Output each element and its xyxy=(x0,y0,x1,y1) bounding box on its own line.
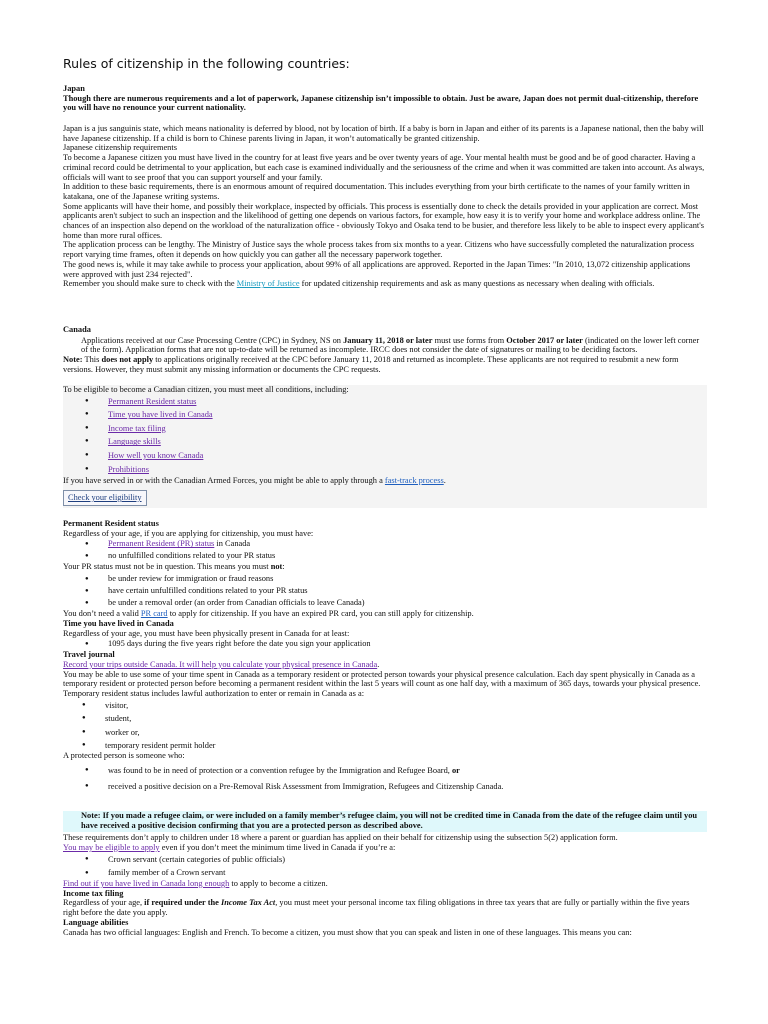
list-item: ● 1095 days during the five years right before the date you sign your application xyxy=(63,638,707,650)
text: not xyxy=(270,562,283,572)
text: : xyxy=(282,562,285,572)
temp-status-intro: Temporary resident status includes lawful authorization to enter or remain in Canada as a: xyxy=(63,689,365,699)
canada-note xyxy=(63,355,707,374)
text: You don’t need a valid xyxy=(63,609,141,619)
ministry-of-justice-link[interactable]: Ministry of Justice xyxy=(236,279,300,289)
text: Note: xyxy=(81,811,101,820)
armed-forces-text xyxy=(63,476,707,486)
text: Regardless of your age, xyxy=(63,898,145,908)
record-trips-link[interactable]: Record your trips outside Canada. It will help you calculate your physical presence in Canada xyxy=(63,659,378,669)
text: If you have served in or with the Canadian Armed Forces, you might be able to apply through a xyxy=(63,476,385,486)
pr-list xyxy=(63,538,707,562)
check-eligibility-button[interactable]: Check your eligibility xyxy=(63,490,147,506)
temp-resident-paragraph: You may be able to use some of your time spent in Canada as a temporary resident or protected person towards your physical presence calculation. Each day spent physically in Canada as a temporary resident or protected person before becoming a permanent resident within the last 5 years will count as one half day, with a maximum of 365 days, towards your physical presence. xyxy=(63,669,701,689)
japan-intro: Though there are numerous requirements and a lot of paperwork, Japanese citizenship isn’t impossible to obtain. Just be aware, Japan does not permit dual-citizenship, therefore you will have no renounce your current nationality. xyxy=(63,93,699,113)
text: This xyxy=(82,355,102,365)
pr-not-list xyxy=(63,573,707,609)
pr-status-link[interactable]: Permanent Resident (PR) status xyxy=(108,539,215,549)
protected-list xyxy=(63,762,707,794)
pr-intro: Regardless of your age, if you are applying for citizenship, you must have: xyxy=(63,528,314,538)
japan-paragraph-5: The application process can be lengthy. The Ministry of Justice says the whole process takes from six months to a year. Citizens who have successfully completed the naturalization process report varying time frames, often it depends on how quickly you can gather all the necessary paperwork together. xyxy=(63,240,694,260)
japan-heading: Japan xyxy=(63,84,85,93)
japan-paragraph-2: To become a Japanese citizen you must have lived in the country for at least five years and be over twenty years of age. Your mental health must be good and be of good character. Having a criminal record could be detrimental to your application, but each case is examined individually and the seriousness of the crime and when it was committed are taken into account. As always, officials will want to see proof that you can support yourself and your family. xyxy=(63,153,705,182)
japan-body xyxy=(63,124,707,289)
list-item xyxy=(63,463,707,477)
text: Income Tax Act xyxy=(220,898,276,908)
language-paragraph: Canada has two official languages: English and French. To become a citizen, you must show that you can speak and listen in one of these languages. This means you can: xyxy=(63,927,632,937)
list-item xyxy=(63,395,707,409)
text: or xyxy=(451,766,460,776)
list-item: ● temporary resident permit holder xyxy=(60,740,707,751)
list-item: ● student, xyxy=(60,712,707,726)
text: in Canada xyxy=(214,539,251,549)
text: does not apply xyxy=(101,355,154,365)
refugee-note xyxy=(63,811,707,832)
list-item: ● received a positive decision on a Pre-Removal Risk Assessment from Immigration, Refugees and Citizenship Canada. xyxy=(63,779,707,794)
fast-track-link[interactable]: fast-track process xyxy=(384,476,444,486)
list-item: ● no unfulfilled conditions related to your PR status xyxy=(63,550,707,562)
condition-link[interactable]: Language skills xyxy=(108,437,161,447)
list-item xyxy=(63,449,707,463)
pr-card-link[interactable]: PR card xyxy=(140,609,168,619)
list-item: ● have certain unfulfilled conditions related to your PR status xyxy=(63,585,707,597)
text: Remember you should make sure to check with the xyxy=(63,279,237,289)
text: must use forms from xyxy=(432,335,507,345)
list-item: ● be under a removal order (an order from Canadian officials to leave Canada) xyxy=(63,597,707,609)
japan-paragraph-7 xyxy=(63,279,707,289)
crown-list xyxy=(63,853,707,879)
language-heading: Language abilities xyxy=(63,917,129,927)
exceptions-section xyxy=(63,833,707,937)
find-out-text xyxy=(63,879,707,889)
conditions-list xyxy=(63,395,707,477)
text: to apply to become a citizen. xyxy=(229,879,328,888)
tax-heading: Income tax filing xyxy=(63,888,124,898)
maybe-eligible-link[interactable]: You may be eligible to apply xyxy=(63,842,160,852)
condition-link[interactable]: Income tax filing xyxy=(108,423,166,433)
check-eligibility-wrap xyxy=(63,490,707,506)
find-out-link[interactable]: Find out if you have lived in Canada long enough xyxy=(63,879,230,888)
text: Note: xyxy=(63,355,83,365)
text: (indicated on the lower left corner of the form). Application forms that are not up-to-date will be returned as incomplete. IRCC does not consider the date of signatures or mailing to be deciding factors. xyxy=(81,335,700,355)
time-intro: Regardless of your age, you must have been physically present in Canada for at least: xyxy=(63,628,350,638)
list-item: ● family member of a Crown servant xyxy=(63,867,707,879)
text: was found to be in need of protection or a convention refugee by the Immigration and Refugee Board, xyxy=(108,766,452,776)
time-heading: Time you have lived in Canada xyxy=(63,618,174,628)
travel-text xyxy=(63,660,707,670)
text: Your PR status must not be in question. This means you must xyxy=(63,562,271,572)
list-item xyxy=(63,538,707,550)
eligibility-box xyxy=(63,385,707,508)
text: for updated citizenship requirements and ask as many questions as necessary when dealing with officials. xyxy=(299,279,655,289)
condition-link[interactable]: How well you know Canada xyxy=(108,451,204,461)
canada-heading: Canada xyxy=(63,325,91,334)
temp-status-list xyxy=(60,699,707,751)
japan-paragraph-6: The good news is, while it may take awhile to process your application, about 99% of all applications are approved. Reported in the Japan Times: "In 2010, 13,072 citizenship applications were approved with just 234 rejected". xyxy=(63,259,691,279)
text: Applications received at our Case Processing Centre (CPC) in Sydney, NS on xyxy=(81,335,344,345)
text: to applications originally received at the CPC before January 11, 2018 and returned as incomplete. These applicants are not required to resubmit a new form versions. However, they must submit any missing information or documents the CPC requests. xyxy=(63,355,679,374)
text: to apply for citizenship. If you have an expired PR card, you can still apply for citizenship. xyxy=(167,609,474,619)
text: January 11, 2018 or later xyxy=(343,335,433,345)
page-title: Rules of citizenship in the following countries: xyxy=(63,56,350,71)
children-paragraph: These requirements don’t apply to children under 18 where a parent or guardian has applied on their behalf for citizenship using the subsection 5(2) application form. xyxy=(63,833,618,842)
canada-notice xyxy=(63,336,707,355)
pr-section xyxy=(63,519,707,794)
list-item xyxy=(63,762,707,779)
canada-section xyxy=(63,325,707,375)
protected-intro: A protected person is someone who: xyxy=(63,750,185,760)
text: . xyxy=(443,476,446,486)
text: , you must meet your personal income tax filing obligations in three tax years that are fully or partially within the five years right before the date you apply. xyxy=(63,898,690,918)
list-item xyxy=(63,435,707,449)
tax-paragraph xyxy=(63,898,707,917)
text: October 2017 or later xyxy=(506,335,583,345)
japan-paragraph-4: Some applicants will have their home, and possibly their workplace, inspected by officials. This process is essentially done to check the details provided in your application are correct. Most applicants aren't subject to such an inspection and the likelihood of getting one depends on various factors, for example, how easy it is to verify your home and workplace address online. The chances of an inspection also depend on the workload of the naturalization office - obviously Tokyo and Osaka tend to be busier, and therefore less likely to be able to inspect every applicant's home than more rural offices. xyxy=(63,201,705,240)
text: . xyxy=(377,659,380,669)
list-item xyxy=(63,422,707,436)
pr-not-text xyxy=(63,562,707,572)
list-item xyxy=(63,408,707,422)
list-item: ● be under review for immigration or fraud reasons xyxy=(63,573,707,585)
text: If you made a refugee claim, or were included on a family member’s refugee claim, you will not be credited time in Canada from the date of the refugee claim until you have received a positive decision confirming that you are a protected person as described above. xyxy=(81,811,698,830)
condition-link[interactable]: Permanent Resident status xyxy=(108,396,197,406)
pr-card-text xyxy=(63,609,707,619)
japan-paragraph-1: Japan is a jus sanguinis state, which means nationality is deferred by blood, not by location of birth. If a baby is born in Japan and either of its parents is a Japanese national, then the baby will have Japanese citizenship. If a child is born to Chinese parents living in Japan, it won’t automatically be granted citizenship. xyxy=(63,124,704,143)
text: if required under the xyxy=(144,898,221,908)
japan-section xyxy=(63,84,707,113)
time-list xyxy=(63,638,707,650)
japan-requirements-heading: Japanese citizenship requirements xyxy=(63,143,177,153)
list-item: ● Crown servant (certain categories of public officials) xyxy=(63,853,707,867)
travel-heading: Travel journal xyxy=(63,650,115,660)
eligibility-intro: To be eligible to become a Canadian citizen, you must meet all conditions, including: xyxy=(63,385,349,394)
list-item: ● visitor, xyxy=(60,699,707,713)
condition-link[interactable]: Time you have lived in Canada xyxy=(108,410,213,420)
text: even if you don’t meet the minimum time lived in Canada if you’re a: xyxy=(159,842,396,852)
condition-link[interactable]: Prohibitions xyxy=(108,464,149,474)
japan-paragraph-3: In addition to these basic requirements, there is an enormous amount of required documentation. This includes everything from your birth certificate to the names of your family written in katakana, one of the Japanese writing systems. xyxy=(63,182,690,201)
list-item: ● worker or, xyxy=(60,726,707,740)
maybe-eligible-text xyxy=(63,843,707,853)
pr-heading: Permanent Resident status xyxy=(63,519,159,528)
